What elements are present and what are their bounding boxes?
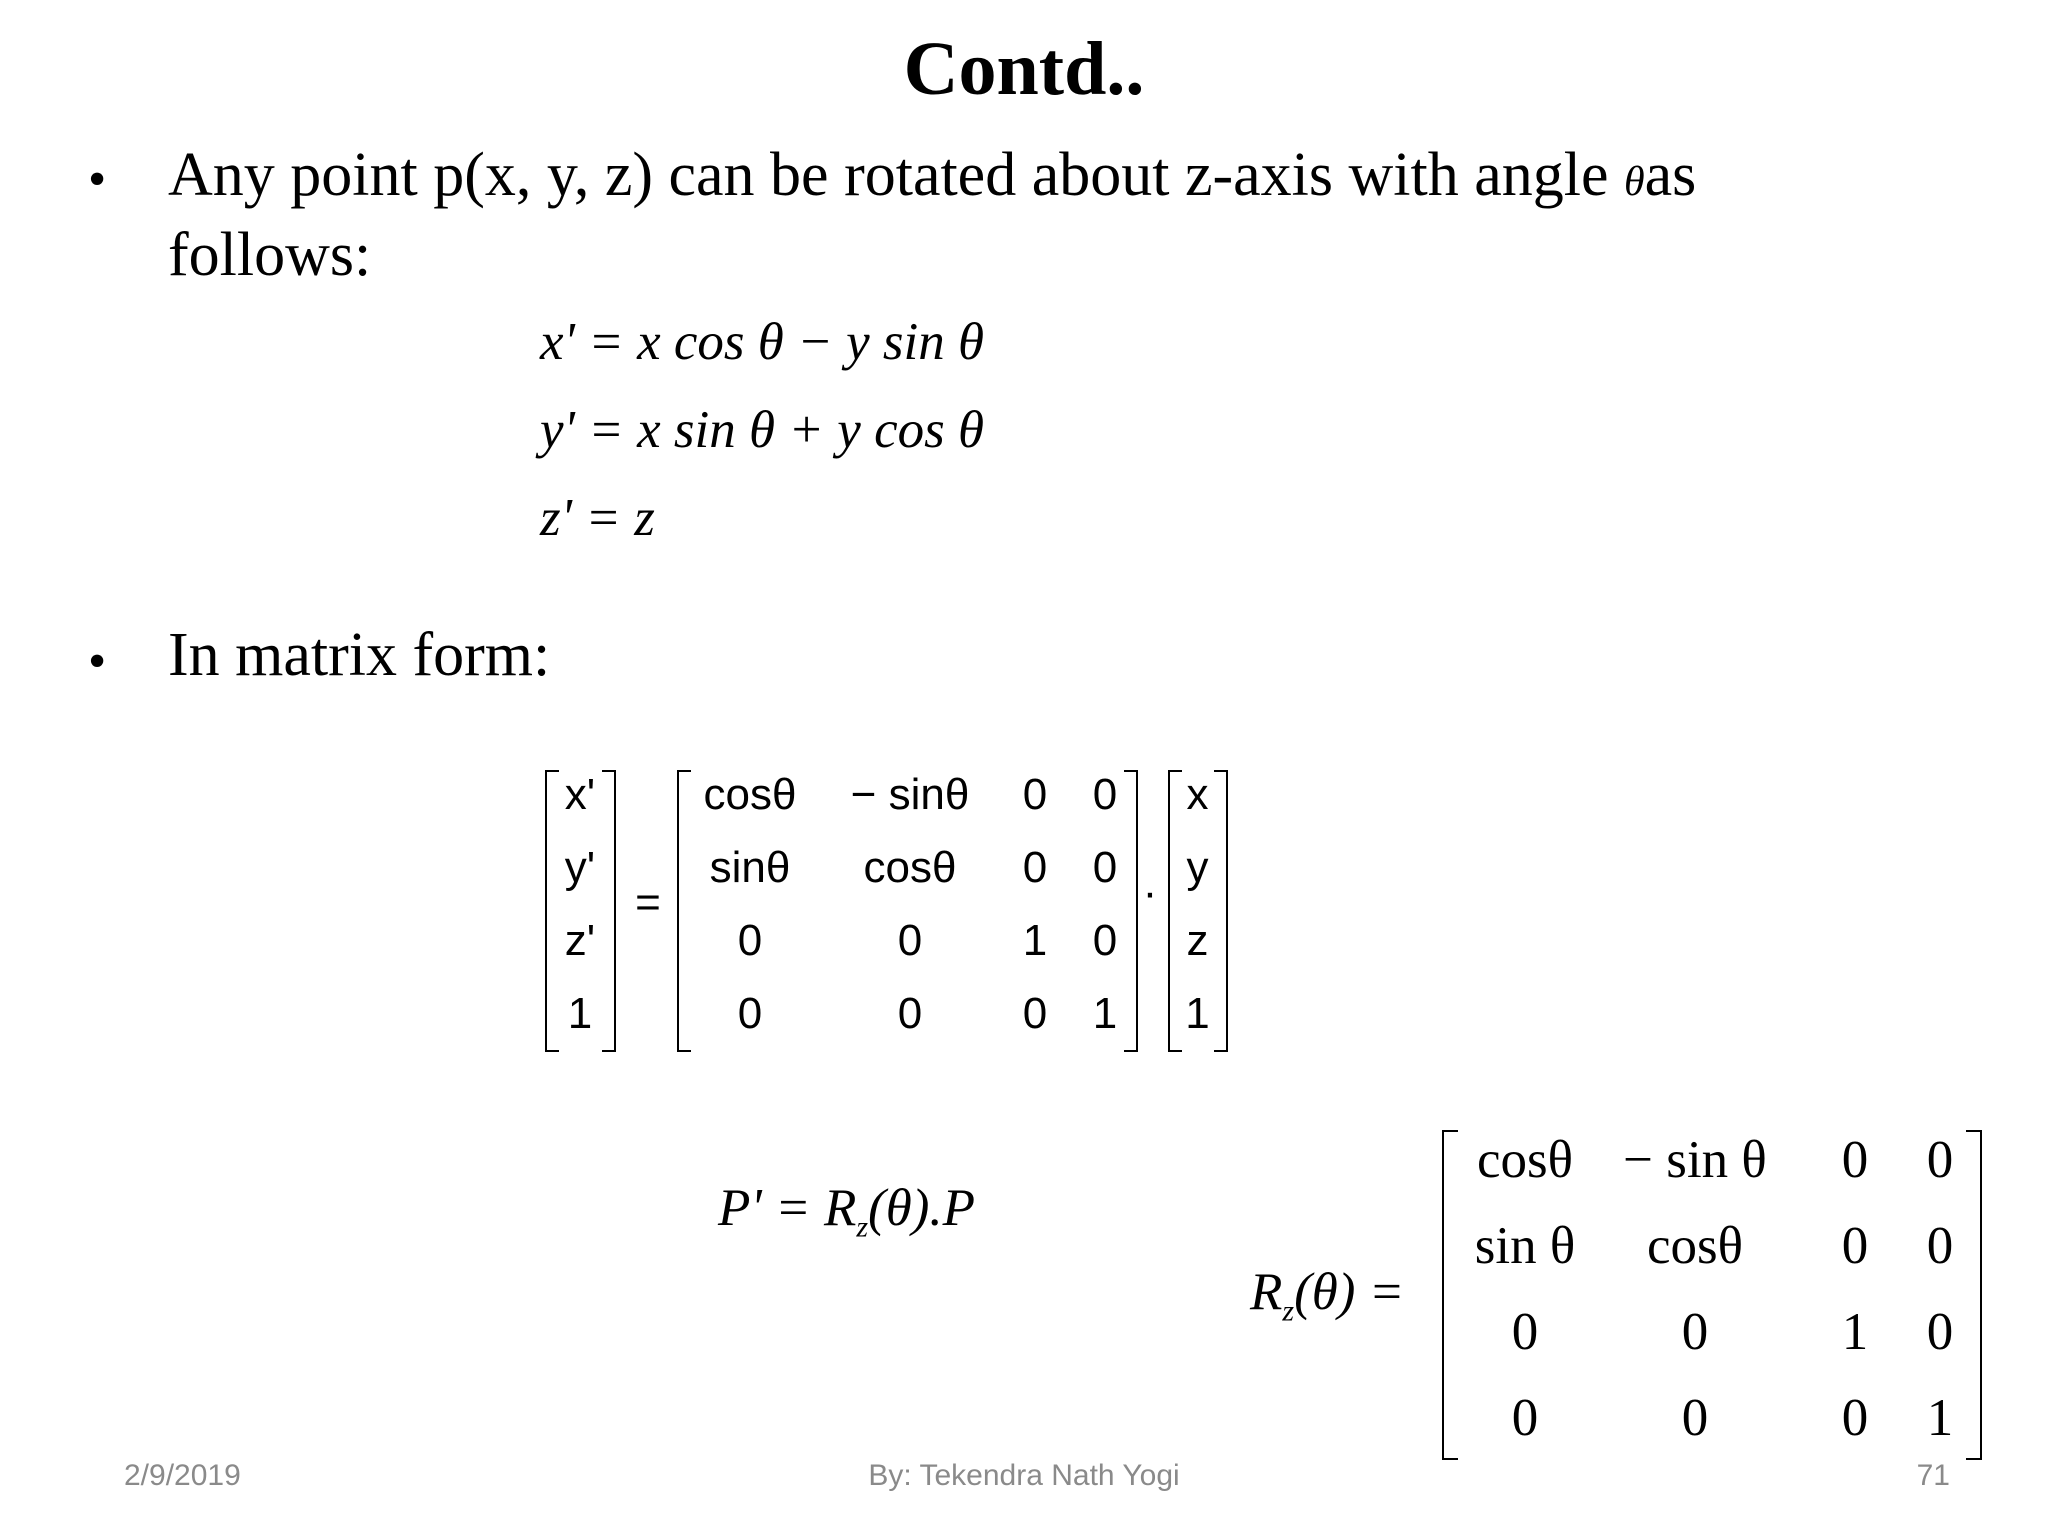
matrix-cell: cosθ (703, 770, 797, 819)
lhs-z-prime: z' (564, 916, 596, 965)
equation-y-prime: y' = x sin θ + y cos θ (540, 401, 985, 459)
rhs-y: y (1186, 843, 1209, 892)
compact-tail: (θ).P (868, 1179, 976, 1237)
rz-cell: 0 (1511, 1389, 1539, 1447)
matrix-cell: 1 (1022, 916, 1048, 965)
equals-sign: = (635, 878, 661, 927)
bullet-text-line1-end: as (1644, 141, 1697, 209)
lhs-x-prime: x' (564, 770, 596, 819)
matrix-cell: cosθ (863, 843, 957, 892)
footer-date: 2/9/2019 (124, 1459, 241, 1492)
rz-cell: 0 (1511, 1303, 1539, 1361)
bullet-dot: • (88, 633, 107, 690)
matrix-cell: 0 (897, 989, 923, 1038)
equation-x-prime: x' = x cos θ − y sin θ (540, 313, 985, 371)
rz-label (1250, 1262, 1404, 1329)
rz-cell: 1 (1926, 1389, 1954, 1447)
rhs-one: 1 (1185, 989, 1210, 1038)
rz-cell: 0 (1841, 1217, 1869, 1275)
rz-cell: 0 (1681, 1389, 1709, 1447)
rz-cell: 0 (1926, 1217, 1954, 1275)
equation-z-prime: z' = z (540, 489, 655, 547)
bullet-text-rotation (168, 140, 1696, 211)
rz-label-r: R (1250, 1263, 1283, 1321)
rz-cell: 0 (1841, 1389, 1869, 1447)
matrix-cell: 0 (737, 989, 763, 1038)
rhs-z: z (1186, 916, 1209, 965)
rz-cell: − sin θ (1623, 1131, 1767, 1189)
bullet-text-matrix-form: In matrix form: (168, 621, 551, 689)
theta-symbol: θ (1623, 159, 1645, 205)
bullet-dot: • (88, 151, 107, 208)
rz-cell: 0 (1926, 1131, 1954, 1189)
lhs-y-prime: y' (564, 843, 596, 892)
matrix-cell: 0 (897, 916, 923, 965)
matrix-cell: 0 (1092, 770, 1118, 819)
matrix-cell: 0 (1022, 989, 1048, 1038)
rz-cell: cosθ (1476, 1131, 1574, 1189)
rz-label-tail: (θ) = (1294, 1263, 1405, 1321)
footer-author: By: Tekendra Nath Yogi (868, 1459, 1180, 1492)
rz-cell: 1 (1841, 1303, 1869, 1361)
rz-cell: 0 (1926, 1303, 1954, 1361)
compact-equation (718, 1178, 975, 1245)
bullet-text-line2: follows: (168, 221, 372, 289)
matrix-cell: 0 (1022, 770, 1048, 819)
matrix-cell: 1 (1092, 989, 1118, 1038)
rz-cell: cosθ (1646, 1217, 1744, 1275)
rz-cell: sin θ (1474, 1217, 1576, 1275)
bullet-text-line1: Any point p(x, y, z) can be rotated about z-axis with angle (168, 141, 1624, 209)
footer-page-number: 71 (1916, 1459, 1950, 1492)
matrix-cell: sinθ (709, 843, 791, 892)
compact-lhs: P' = R (718, 1179, 857, 1237)
rz-cell: 0 (1841, 1131, 1869, 1189)
compact-subscript: z (856, 1210, 869, 1244)
multiply-dot: · (1142, 868, 1158, 917)
rhs-x: x (1186, 770, 1209, 819)
rz-label-subscript: z (1282, 1294, 1295, 1328)
slide-title: Contd.. (903, 27, 1145, 111)
matrix-cell: 0 (1092, 843, 1118, 892)
lhs-one: 1 (567, 989, 593, 1038)
matrix-cell: − sinθ (850, 770, 970, 819)
rz-cell: 0 (1681, 1303, 1709, 1361)
matrix-cell: 0 (737, 916, 763, 965)
matrix-cell: 0 (1022, 843, 1048, 892)
matrix-cell: 0 (1092, 916, 1118, 965)
